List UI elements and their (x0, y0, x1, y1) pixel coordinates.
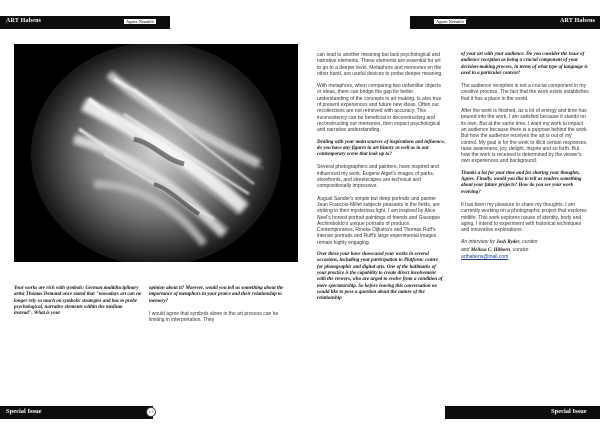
issue-label-right: Special Issue (551, 408, 587, 415)
magazine-brand-right: ART Habens (560, 18, 596, 24)
interview-answer: The audience reception is not a crucial component in my creative process. The fact that the work exists establishes that it has a place in the world. (461, 83, 589, 102)
credit-role-1: , curator (519, 239, 538, 246)
credit-role-2: , curator (510, 246, 529, 253)
interview-question: Dealing with your main sources of inspirations and influence, do you have any figures in art history as well as in our contemporary scene that look up to? (317, 139, 445, 158)
magazine-brand-left: ART Habens (6, 18, 42, 24)
abstract-photograph-icon (14, 44, 298, 262)
interview-question: Thanks a lot for your time and for sharing your thoughts, Agnes. Finally, would you like to tell us readers something about your future projects? How do you see your work evolving? (461, 170, 582, 195)
right-column-1 (317, 52, 445, 308)
credit-name-2: Melissa C. Hilborn (470, 247, 511, 253)
credit-prefix: An interview by (461, 239, 495, 246)
interview-answer: can lead to another meaning but lack psychological and narrative elements. These elements are essential for art to go to a deeper level. Metaphors and memories on the other hand, are useful devices to probe deeper meaning. (317, 52, 443, 77)
right-column-2 (461, 52, 589, 266)
contact-email-link[interactable]: arthabens@mail.com (461, 254, 509, 261)
interview-answer: After the work is finished, as a lot of energy and time has poured into the work, I am satisfied because it stands on its own. But at the same time, I want my work to impact an audience because there is a purpose behind the work. But how the audience receives the art is out of my control. My goal is for the work to illicit certain responses, raise awareness, joy, delight, inspire and so forth. But how the work is received is determined by the viewer's own experiences and background. (461, 108, 589, 165)
author-name-right: Agnes Nezukló (436, 19, 464, 24)
interview-question: of your art with your audience. Do you consider the issue of audience reception as being a crucial component of your decision-making process, in terms of what type of language is used in a particular context? (461, 52, 588, 76)
interview-question: Your works are rich with symbols: German multidisciplinary artist Thomas Demand once stated that "nowadays art can no longer rely so much on symbolic strategies and has to probe psychological, narrative elements within the medium instead". What is your (14, 286, 142, 317)
interview-question: Over these your have showcased your works in several occasions, including your participation to Platform: centre for photographic and digital arts. One of the hallmarks of your practice is the capability to create direct involvement with the viewers, who are urged to evolve from a condition of mere spectatorship. So before leaving this conversation we would like to pose a question about the nature of the relationship (317, 252, 443, 302)
interview-answer: Several photographers and painters, have inspired and influenced my work. Eugene Atget's images of parks, storefronts, and streetscapes are technical and compositionally impressive. (317, 164, 439, 190)
interview-question: opinion about it? Morever, would you tell us something about the importance of metaphors in your praice and their relationship to memory? (149, 286, 284, 304)
interview-answer: August Sander's simple but deep portraits and painter Jean Francois-Millet subjects peasants in the fields, are striking in their mysterious light. I am inspired by Alice Neel's honest portrait paintings of friends and Giuseppe Archimboldo's unique portraits of produce. Contemporaries, Rineke Dijkstra's and Thomas Ruff's intense portraits and Ruff's large experimental images remain highly engaging. (317, 195, 440, 246)
author-name-left: Agnes Nezukló (126, 19, 154, 24)
interview-answer: It has been my pleasure to share my thoughts. I am currently working on a photographic project that explores midlife. This work explores issues of identity, body and aging. I intend to experiment with historical techniques and innovative explorations. (461, 201, 587, 234)
header-bar-left (0, 16, 170, 29)
credit-name-1: Josh Ryder (496, 240, 520, 246)
left-column-2 (149, 286, 295, 329)
header-bar-right (410, 16, 600, 29)
page-number-left: 17 (146, 407, 156, 417)
footer-bar-left (0, 406, 153, 419)
credit-joiner: and (461, 246, 470, 253)
abstract-photograph (14, 44, 298, 262)
interview-answer: With metaphors, when comparing two unfamiliar objects or ideas, there can bridge the gap for better understanding of the concepts in art making. Is also true of present experiences and future new ideas. Often our recollections are not retrieved with accuracy. This inconsistency can be beneficial in deconstructing and reconstructing our memories, then impact psychological and narrative understanding. (317, 83, 442, 134)
left-column-1 (14, 286, 142, 323)
interview-answer: I would agree that symbols alone in the art process can be limiting in interpretation. They (149, 310, 279, 324)
footer-bar-right (445, 406, 600, 419)
issue-label-left: Special Issue (6, 408, 42, 415)
interview-credit (461, 239, 589, 260)
